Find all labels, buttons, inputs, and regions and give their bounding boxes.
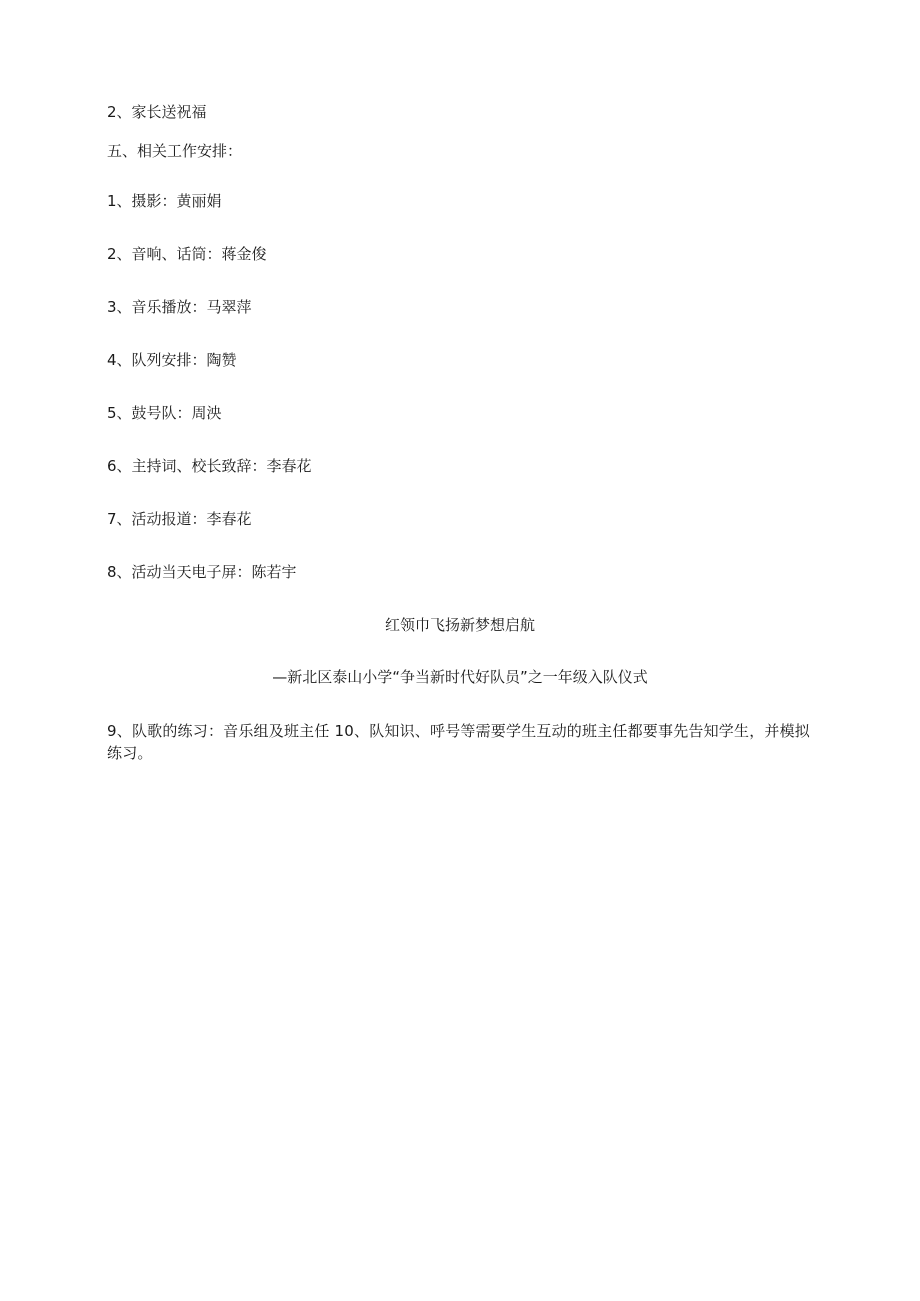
item-host-speech: 6、主持词、校长致辞：李春花 xyxy=(107,457,312,475)
item-parent-blessing: 2、家长送祝福 xyxy=(107,103,207,121)
item-formation: 4、队列安排：陶赞 xyxy=(107,351,237,369)
item-audio: 2、音响、话筒：蒋金俊 xyxy=(107,245,267,263)
item-electronic-screen: 8、活动当天电子屏：陈若宇 xyxy=(107,563,297,581)
document-subtitle: —新北区泰山小学“争当新时代好队员”之一年级入队仪式 xyxy=(272,668,648,686)
item-event-report: 7、活动报道：李春花 xyxy=(107,510,252,528)
document-title: 红领巾飞扬新梦想启航 xyxy=(384,616,535,634)
item-photography: 1、摄影：黄丽娟 xyxy=(107,192,222,210)
item-drum-band: 5、鼓号队：周泱 xyxy=(107,404,222,422)
closing-paragraph: 9、队歌的练习：音乐组及班主任 10、队知识、呼号等需要学生互动的班主任都要事先告知学生，并模拟练习。 xyxy=(107,722,811,762)
item-music-playback: 3、音乐播放：马翠萍 xyxy=(107,298,252,316)
section-heading-work-arrangement: 五、相关工作安排： xyxy=(107,142,243,160)
